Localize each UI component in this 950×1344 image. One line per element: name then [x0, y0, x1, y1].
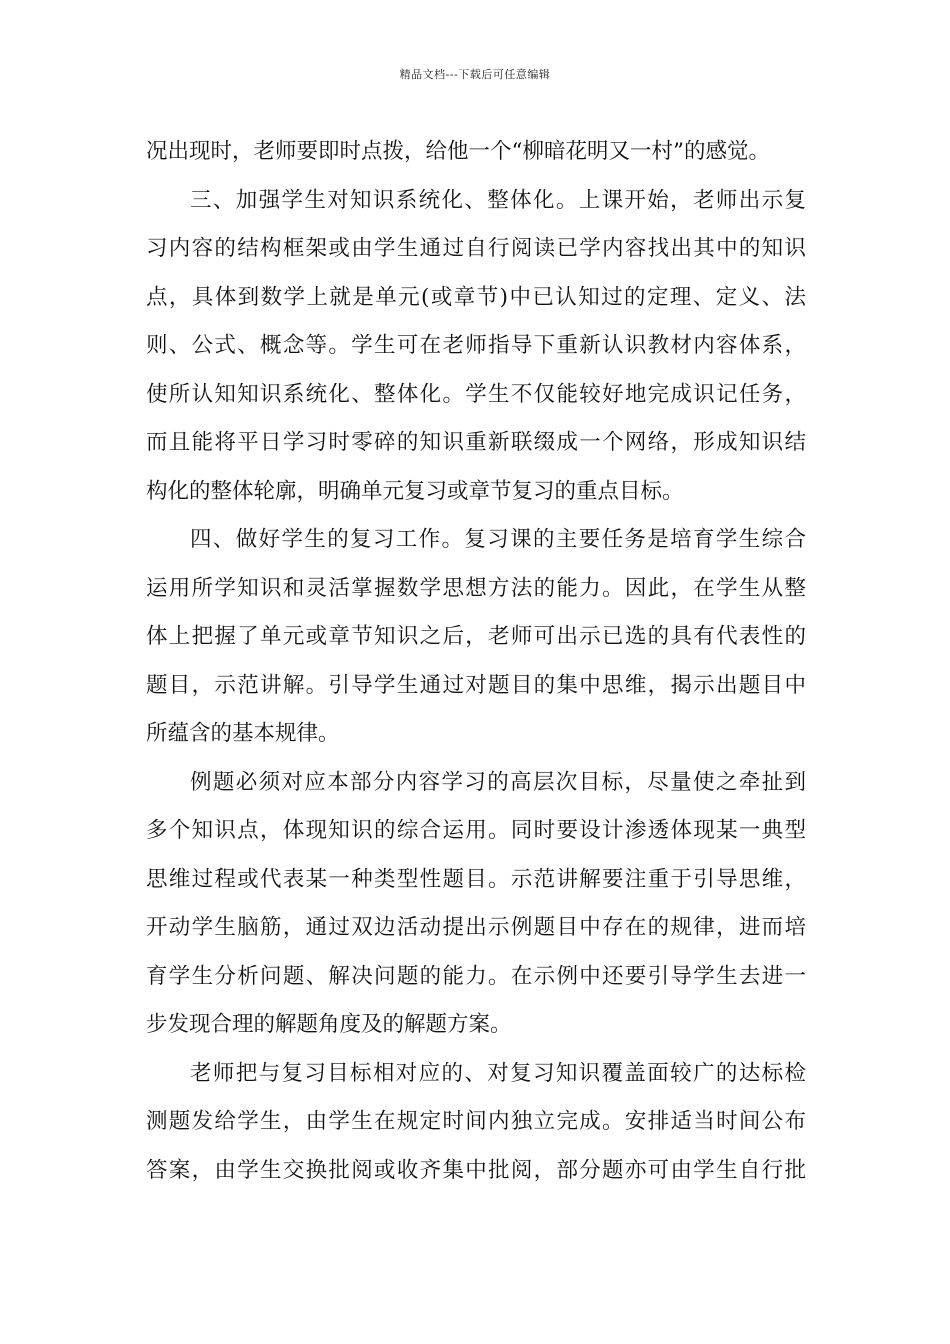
text-line: 而且能将平日学习时零碎的知识重新联缀成一个网络，形成知识结 — [146, 430, 806, 455]
paragraph — [146, 1050, 806, 1196]
text-line: 育学生分析问题、解决问题的能力。在示例中还要引导学生去进一 — [146, 963, 806, 989]
text-line: 四、做好学生的复习工作。复习课的主要任务是培育学生综合 — [190, 527, 806, 552]
text-line: 习内容的结构框架或由学生通过自行阅读已学内容找出其中的知识 — [146, 236, 806, 261]
text-line: 例题必须对应本部分内容学习的高层次目标，尽量使之牵扯到 — [190, 769, 806, 795]
text-line: 开动学生脑筋，通过双边活动提出示例题目中存在的规律，进而培 — [146, 915, 806, 940]
text-line: 运用所学知识和灵活掌握数学思想方法的能力。因此，在学生从整 — [146, 575, 806, 601]
text-line: 所蕴含的基本规律。 — [146, 721, 340, 746]
text-line: 则、公式、概念等。学生可在老师指导下重新认识教材内容体系， — [146, 333, 806, 358]
text-line: 老师把与复习目标相对应的、对复习知识覆盖面较广的达标检 — [190, 1060, 806, 1086]
page-header: 精品文档---下载后可任意编辑 — [399, 68, 551, 81]
paragraph — [146, 516, 806, 759]
paragraph — [146, 759, 806, 1050]
text-line: 答案，由学生交换批阅或收齐集中批阅，部分题亦可由学生自行批 — [146, 1157, 806, 1183]
text-line: 多个知识点，体现知识的综合运用。同时要设计渗透体现某一典型 — [146, 818, 806, 843]
document-body — [146, 128, 806, 1195]
text-line: 点，具体到数学上就是单元(或章节)中已认知过的定理、定义、法 — [146, 284, 806, 310]
text-line: 三、加强学生对知识系统化、整体化。上课开始，老师出示复 — [190, 187, 806, 213]
paragraph — [146, 177, 806, 517]
text-line: 步发现合理的解题角度及的解题方案。 — [146, 1012, 512, 1037]
text-line: 构化的整体轮廓，明确单元复习或章节复习的重点目标。 — [146, 478, 684, 504]
text-line: 测题发给学生，由学生在规定时间内独立完成。安排适当时间公布 — [146, 1109, 806, 1134]
text-line: 思维过程或代表某一种类型性题目。示范讲解要注重于引导思维， — [146, 866, 806, 892]
text-line: 体上把握了单元或章节知识之后，老师可出示已选的具有代表性的 — [146, 624, 806, 649]
text-line: 题目，示范讲解。引导学生通过对题目的集中思维，揭示出题目中 — [146, 672, 806, 698]
text-line: 况出现时，老师要即时点拨，给他一个“柳暗花明又一村”的感觉。 — [146, 139, 770, 164]
text-line: 使所认知知识系统化、整体化。学生不仅能较好地完成识记任务， — [146, 381, 806, 407]
paragraph — [146, 128, 806, 177]
